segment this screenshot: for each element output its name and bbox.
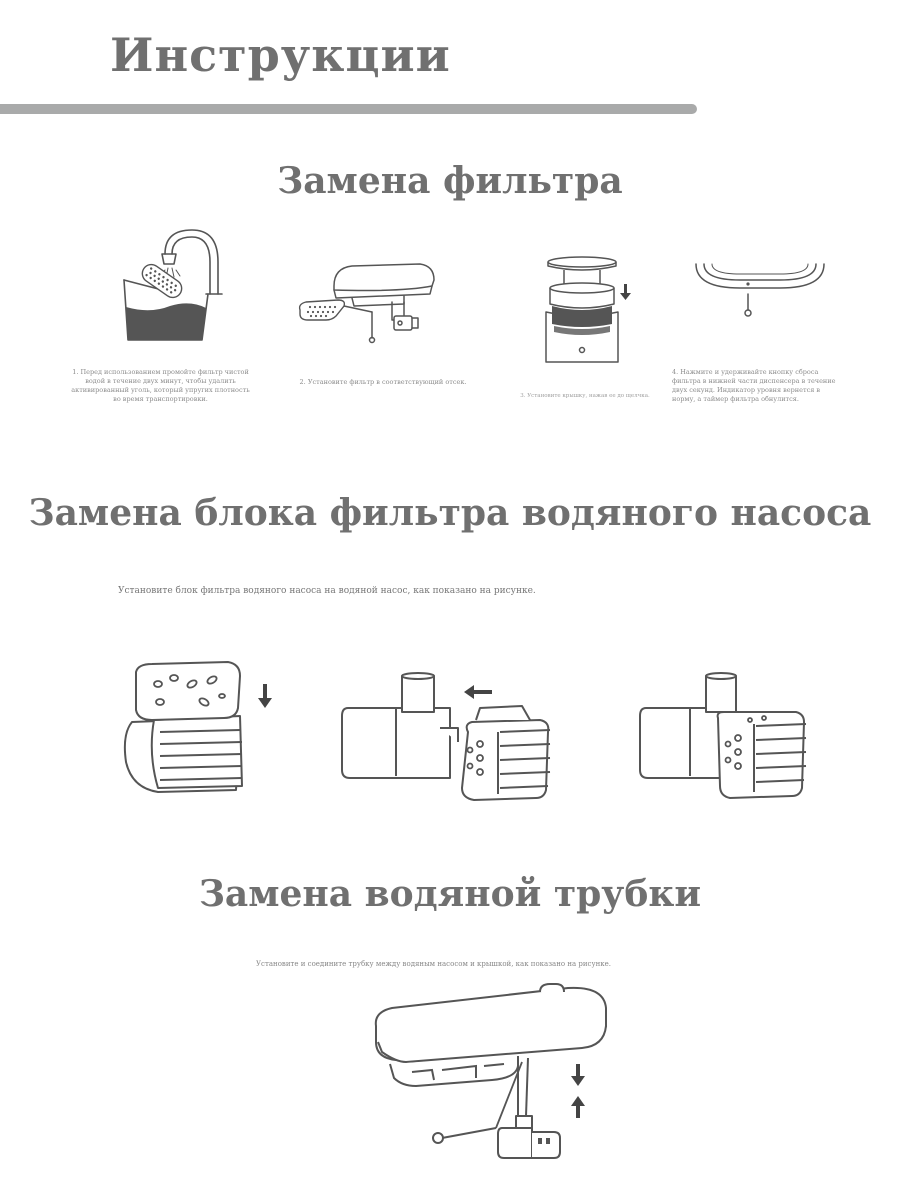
step1-rinse-illustration (110, 222, 240, 347)
page-title: Инструкции (110, 28, 451, 82)
step1-caption: 1. Перед использованием промойте фильтр чистой водой в течение двух минут, чтобы удалить активированный уголь, который упругих плотность во время транспортировки. (71, 368, 250, 403)
arrow-down-icon (620, 284, 631, 300)
arrow-down-icon (258, 684, 272, 708)
arrow-left-icon (464, 685, 492, 699)
tube-section-heading: Замена водяной трубки (198, 873, 702, 915)
title-underline (0, 104, 697, 114)
step2-caption: 2. Установите фильтр в соответствующий отсек. (299, 378, 467, 386)
step4-caption: 4. Нажмите и удерживайте кнопку сброса фильтра в нижней части диспенсера в течение двух секунд. Индикатор уровня вернется в норму, а таймер фильтра обнулится. (672, 368, 836, 403)
filter-cartridge-icon (300, 300, 345, 320)
reset-button-icon (746, 282, 749, 285)
tube-instruction: Установите и соедините трубку между водяным насосом и крышкой, как показано на рисунке. (256, 960, 611, 968)
step4-reset-illustration (690, 258, 830, 328)
pump-assembled-illustration (638, 672, 813, 807)
filter-pad-icon (139, 261, 185, 301)
step3-assemble-illustration (540, 250, 640, 370)
step2-insert-illustration (292, 258, 442, 348)
arrow-up-icon (571, 1096, 585, 1118)
arrow-down-icon (571, 1064, 585, 1086)
pump-filter-block-illustration (118, 662, 288, 802)
step3-caption: 3. Установите крышку, нажав ее до щелчка. (520, 393, 650, 399)
pump-slide-illustration (340, 672, 555, 807)
filter-section-heading: Замена фильтра (277, 160, 623, 202)
pump-instruction: Установите блок фильтра водяного насоса на водяной насос, как показано на рисунке. (118, 586, 536, 596)
tube-installation-illustration (372, 982, 612, 1162)
pump-section-heading: Замена блока фильтра водяного насоса (28, 492, 872, 534)
